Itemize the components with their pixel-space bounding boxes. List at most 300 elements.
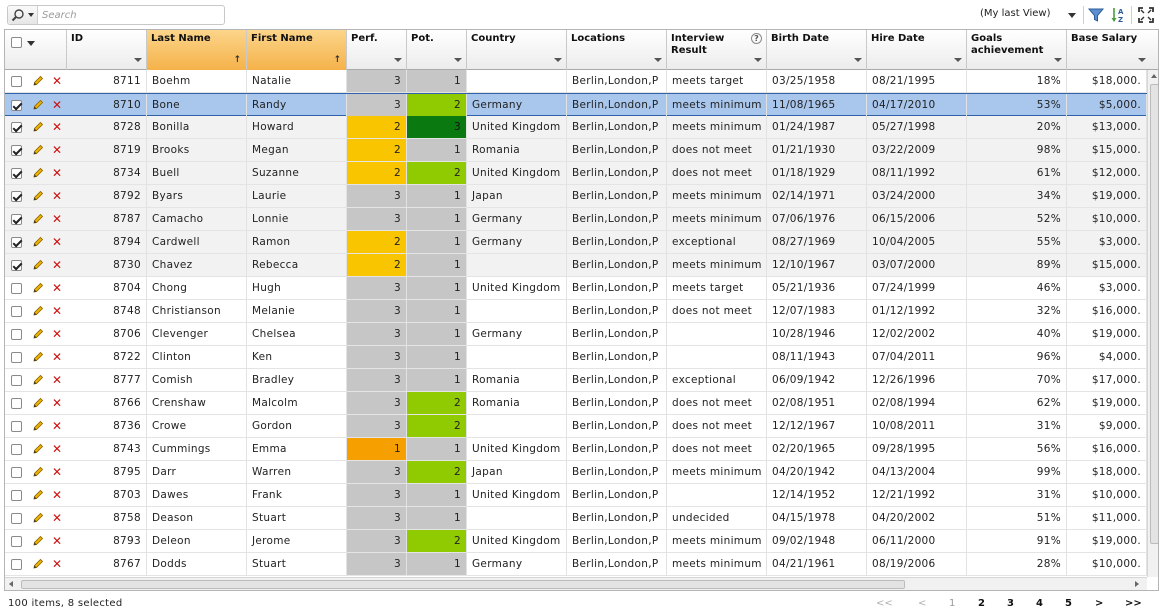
- pager-prev-button[interactable]: <: [918, 598, 927, 609]
- edit-icon[interactable]: [32, 512, 44, 524]
- row-checkbox[interactable]: [11, 513, 22, 524]
- cell-goals: 32%: [967, 300, 1067, 322]
- search-input[interactable]: [40, 7, 220, 23]
- cell-country: Germany: [467, 94, 567, 116]
- cell-perf: 1: [347, 438, 407, 460]
- cell-first-name: Suzanne: [247, 162, 347, 184]
- vertical-scrollbar[interactable]: [1147, 70, 1159, 577]
- cell-interview-result: [667, 484, 767, 506]
- edit-icon[interactable]: [32, 420, 44, 432]
- cell-id: 8719: [67, 139, 147, 161]
- cell-birth-date: 04/21/1961: [767, 553, 867, 575]
- cell-locations: Berlin,London,P: [567, 415, 667, 437]
- cell-base-salary: $15,000.: [1067, 254, 1147, 276]
- cell-hire-date: 07/04/2011: [867, 346, 967, 368]
- cell-goals: 55%: [967, 231, 1067, 253]
- column-header-label: Hire Date: [871, 33, 925, 44]
- scroll-right-icon[interactable]: [1135, 581, 1139, 587]
- cell-country: Romania: [467, 139, 567, 161]
- pager-page-5[interactable]: 5: [1065, 598, 1072, 609]
- cell-country: Germany: [467, 553, 567, 575]
- row-checkbox[interactable]: [11, 100, 22, 111]
- cell-goals: 34%: [967, 185, 1067, 207]
- delete-icon[interactable]: ✕: [52, 534, 63, 548]
- chevron-down-icon[interactable]: [854, 58, 862, 62]
- table-row[interactable]: [5, 139, 1147, 162]
- cell-base-salary: $18,000.: [1067, 70, 1147, 92]
- cell-goals: 89%: [967, 254, 1067, 276]
- cell-perf: 3: [347, 369, 407, 391]
- cell-perf: 3: [347, 185, 407, 207]
- cell-birth-date: 12/12/1967: [767, 415, 867, 437]
- horizontal-scroll-thumb[interactable]: [21, 580, 905, 589]
- row-checkbox[interactable]: [11, 306, 22, 317]
- cell-hire-date: 03/24/2000: [867, 185, 967, 207]
- filter-button[interactable]: [1087, 6, 1105, 24]
- cell-first-name: Laurie: [247, 185, 347, 207]
- edit-icon[interactable]: [32, 282, 44, 294]
- cell-last-name: Dodds: [147, 553, 247, 575]
- cell-last-name: Clevenger: [147, 323, 247, 345]
- cell-birth-date: 12/07/1983: [767, 300, 867, 322]
- delete-icon[interactable]: ✕: [52, 74, 63, 88]
- cell-pot: 2: [407, 530, 467, 552]
- search-options-button[interactable]: [8, 6, 38, 24]
- cell-goals: 91%: [967, 530, 1067, 552]
- cell-id: 8758: [67, 507, 147, 529]
- cell-goals: 18%: [967, 70, 1067, 92]
- edit-icon[interactable]: [32, 351, 44, 363]
- cell-country: Germany: [467, 208, 567, 230]
- cell-perf: 3: [347, 323, 407, 345]
- cell-country: Germany: [467, 323, 567, 345]
- row-checkbox[interactable]: [11, 260, 22, 271]
- chevron-down-icon[interactable]: [454, 58, 462, 62]
- edit-icon[interactable]: [32, 489, 44, 501]
- edit-icon[interactable]: [32, 443, 44, 455]
- cell-base-salary: $10,000.: [1067, 208, 1147, 230]
- cell-locations: Berlin,London,P: [567, 346, 667, 368]
- cell-birth-date: 03/25/1958: [767, 70, 867, 92]
- cell-pot: 1: [407, 438, 467, 460]
- cell-birth-date: 04/20/1942: [767, 461, 867, 483]
- cell-last-name: Boehm: [147, 70, 247, 92]
- column-header-locations[interactable]: [567, 30, 667, 70]
- table-row[interactable]: [5, 392, 1147, 415]
- row-checkbox[interactable]: [11, 398, 22, 409]
- cell-locations: Berlin,London,P: [567, 162, 667, 184]
- cell-first-name: Melanie: [247, 300, 347, 322]
- column-header-hire-date[interactable]: [867, 30, 967, 70]
- cell-perf: 2: [347, 162, 407, 184]
- cell-interview-result: meets minimum: [667, 461, 767, 483]
- cell-base-salary: $4,000.: [1067, 346, 1147, 368]
- fullscreen-icon: [1137, 6, 1155, 24]
- delete-icon[interactable]: ✕: [52, 258, 63, 272]
- table-row[interactable]: [5, 346, 1147, 369]
- table-row[interactable]: [5, 369, 1147, 392]
- edit-icon[interactable]: [32, 259, 44, 271]
- data-grid: [4, 29, 1159, 591]
- chevron-down-icon[interactable]: [754, 58, 762, 62]
- table-row[interactable]: [5, 231, 1147, 254]
- cell-pot: 1: [407, 369, 467, 391]
- column-header-label: Goals: [971, 33, 1003, 44]
- cell-pot: 1: [407, 300, 467, 322]
- table-row[interactable]: [5, 208, 1147, 231]
- cell-first-name: Ramon: [247, 231, 347, 253]
- delete-icon[interactable]: ✕: [52, 212, 63, 226]
- help-icon[interactable]: ?: [751, 33, 762, 44]
- table-row[interactable]: [5, 277, 1147, 300]
- cell-interview-result: meets minimum: [667, 94, 767, 116]
- cell-first-name: Howard: [247, 116, 347, 138]
- toolbar-separator: [1083, 6, 1084, 24]
- chevron-down-icon[interactable]: [954, 58, 962, 62]
- cell-interview-result: meets minimum: [667, 254, 767, 276]
- edit-icon[interactable]: [32, 558, 44, 570]
- cell-pot: 2: [407, 162, 467, 184]
- column-header-interview-result[interactable]: [667, 30, 767, 70]
- cell-base-salary: $17,000.: [1067, 369, 1147, 391]
- edit-icon[interactable]: [32, 190, 44, 202]
- column-header-last-name[interactable]: [147, 30, 247, 70]
- cell-perf: 3: [347, 530, 407, 552]
- delete-icon[interactable]: ✕: [52, 327, 63, 341]
- pager-first-button[interactable]: <<: [876, 598, 893, 609]
- cell-last-name: Deleon: [147, 530, 247, 552]
- row-checkbox[interactable]: [11, 191, 22, 202]
- cell-base-salary: $19,000.: [1067, 323, 1147, 345]
- row-checkbox[interactable]: [11, 444, 22, 455]
- cell-goals: 40%: [967, 323, 1067, 345]
- cell-first-name: Natalie: [247, 70, 347, 92]
- cell-interview-result: meets minimum: [667, 208, 767, 230]
- table-row[interactable]: [5, 415, 1147, 438]
- delete-icon[interactable]: ✕: [52, 166, 63, 180]
- pager-page-4[interactable]: 4: [1036, 598, 1043, 609]
- vertical-scroll-thumb[interactable]: [1150, 84, 1159, 544]
- table-row[interactable]: [5, 461, 1147, 484]
- column-header-label: Last Name: [151, 33, 211, 44]
- edit-icon[interactable]: [32, 213, 44, 225]
- column-header-id[interactable]: [67, 30, 147, 70]
- cell-birth-date: 01/21/1930: [767, 139, 867, 161]
- table-row[interactable]: [5, 162, 1147, 185]
- cell-first-name: Randy: [247, 94, 347, 116]
- row-checkbox[interactable]: [11, 237, 22, 248]
- delete-icon[interactable]: ✕: [52, 511, 63, 525]
- row-checkbox[interactable]: [11, 145, 22, 156]
- column-header-first-name[interactable]: [247, 30, 347, 70]
- pager-next-button[interactable]: >: [1095, 598, 1104, 609]
- cell-interview-result: meets minimum: [667, 553, 767, 575]
- cell-interview-result: [667, 323, 767, 345]
- edit-icon[interactable]: [32, 167, 44, 179]
- cell-hire-date: 04/17/2010: [867, 94, 967, 116]
- cell-last-name: Clinton: [147, 346, 247, 368]
- table-row[interactable]: [5, 70, 1147, 93]
- cell-birth-date: 05/21/1936: [767, 277, 867, 299]
- table-row[interactable]: [5, 300, 1147, 323]
- delete-icon[interactable]: ✕: [52, 98, 63, 112]
- cell-hire-date: 07/24/1999: [867, 277, 967, 299]
- table-row[interactable]: [5, 530, 1147, 553]
- select-all-checkbox[interactable]: [11, 37, 22, 48]
- table-row[interactable]: [5, 116, 1147, 139]
- cell-id: 8777: [67, 369, 147, 391]
- cell-goals: 61%: [967, 162, 1067, 184]
- cell-base-salary: $10,000.: [1067, 484, 1147, 506]
- cell-perf: 2: [347, 116, 407, 138]
- column-header-label: Locations: [571, 33, 626, 44]
- row-checkbox[interactable]: [11, 421, 22, 432]
- cell-base-salary: $9,000.: [1067, 415, 1147, 437]
- cell-locations: Berlin,London,P: [567, 323, 667, 345]
- cell-interview-result: does not meet: [667, 139, 767, 161]
- cell-birth-date: 01/24/1987: [767, 116, 867, 138]
- cell-country: United Kingdom: [467, 484, 567, 506]
- cell-base-salary: $3,000.: [1067, 277, 1147, 299]
- view-selector[interactable]: [976, 7, 1080, 23]
- cell-interview-result: does not meet: [667, 438, 767, 460]
- cell-country: United Kingdom: [467, 162, 567, 184]
- chevron-down-icon[interactable]: [1054, 58, 1062, 62]
- cell-first-name: Lonnie: [247, 208, 347, 230]
- cell-last-name: Buell: [147, 162, 247, 184]
- toolbar-separator: [1131, 6, 1132, 24]
- column-header-country[interactable]: [467, 30, 567, 70]
- cell-perf: 3: [347, 208, 407, 230]
- cell-perf: 3: [347, 277, 407, 299]
- cell-first-name: Rebecca: [247, 254, 347, 276]
- delete-icon[interactable]: ✕: [52, 396, 63, 410]
- svg-text:Z: Z: [1118, 16, 1124, 24]
- cell-goals: 52%: [967, 208, 1067, 230]
- row-checkbox[interactable]: [11, 214, 22, 225]
- cell-goals: 46%: [967, 277, 1067, 299]
- cell-first-name: Ken: [247, 346, 347, 368]
- column-header-label: Base Salary: [1071, 33, 1138, 44]
- delete-icon[interactable]: ✕: [52, 304, 63, 318]
- table-row[interactable]: [5, 93, 1147, 116]
- cell-id: 8722: [67, 346, 147, 368]
- cell-base-salary: $5,000.: [1067, 94, 1147, 116]
- table-row[interactable]: [5, 553, 1147, 576]
- fullscreen-button[interactable]: [1137, 6, 1155, 24]
- edit-icon[interactable]: [32, 466, 44, 478]
- column-header-perf[interactable]: [347, 30, 407, 70]
- cell-id: 8704: [67, 277, 147, 299]
- cell-country: [467, 415, 567, 437]
- cell-base-salary: $16,000.: [1067, 300, 1147, 322]
- cell-last-name: Comish: [147, 369, 247, 391]
- cell-last-name: Deason: [147, 507, 247, 529]
- edit-icon[interactable]: [32, 305, 44, 317]
- cell-id: 8728: [67, 116, 147, 138]
- column-header-label: Birth Date: [771, 33, 829, 44]
- scroll-left-icon[interactable]: [9, 581, 13, 587]
- delete-icon[interactable]: ✕: [52, 373, 63, 387]
- cell-perf: 3: [347, 94, 407, 116]
- row-checkbox[interactable]: [11, 168, 22, 179]
- delete-icon[interactable]: ✕: [52, 557, 63, 571]
- select-all-column-header[interactable]: [5, 30, 67, 70]
- column-header-label: Interview: [671, 33, 725, 44]
- cell-pot: 1: [407, 507, 467, 529]
- scroll-up-icon[interactable]: [1151, 74, 1157, 78]
- cell-country: United Kingdom: [467, 438, 567, 460]
- cell-locations: Berlin,London,P: [567, 208, 667, 230]
- edit-icon[interactable]: [32, 397, 44, 409]
- cell-last-name: Cummings: [147, 438, 247, 460]
- cell-pot: 2: [407, 392, 467, 414]
- delete-icon[interactable]: ✕: [52, 235, 63, 249]
- cell-hire-date: 02/08/1994: [867, 392, 967, 414]
- chevron-down-icon[interactable]: [1138, 58, 1146, 62]
- cell-locations: Berlin,London,P: [567, 254, 667, 276]
- cell-country: [467, 254, 567, 276]
- cell-last-name: Camacho: [147, 208, 247, 230]
- edit-icon[interactable]: [32, 99, 44, 111]
- cell-pot: 2: [407, 461, 467, 483]
- edit-icon[interactable]: [32, 374, 44, 386]
- svg-text:A: A: [1118, 8, 1124, 16]
- edit-icon[interactable]: [32, 236, 44, 248]
- cell-pot: 3: [407, 116, 467, 138]
- cell-base-salary: $12,000.: [1067, 162, 1147, 184]
- row-checkbox[interactable]: [11, 536, 22, 547]
- cell-hire-date: 06/11/2000: [867, 530, 967, 552]
- table-row[interactable]: [5, 438, 1147, 461]
- cell-birth-date: 02/08/1951: [767, 392, 867, 414]
- cell-pot: 1: [407, 553, 467, 575]
- row-checkbox[interactable]: [11, 490, 22, 501]
- row-checkbox[interactable]: [11, 352, 22, 363]
- cell-hire-date: 04/20/2002: [867, 507, 967, 529]
- row-checkbox[interactable]: [11, 375, 22, 386]
- edit-icon[interactable]: [32, 144, 44, 156]
- chevron-down-icon[interactable]: [394, 58, 402, 62]
- chevron-down-icon[interactable]: [654, 58, 662, 62]
- delete-icon[interactable]: ✕: [52, 281, 63, 295]
- table-row[interactable]: [5, 254, 1147, 277]
- chevron-down-icon[interactable]: [134, 58, 142, 62]
- edit-icon[interactable]: [32, 121, 44, 133]
- cell-perf: 2: [347, 139, 407, 161]
- cell-base-salary: $16,000.: [1067, 438, 1147, 460]
- delete-icon[interactable]: ✕: [52, 350, 63, 364]
- table-row[interactable]: [5, 323, 1147, 346]
- cell-birth-date: 01/18/1929: [767, 162, 867, 184]
- pager-page-1[interactable]: 1: [949, 598, 956, 609]
- pager-last-button[interactable]: >>: [1125, 598, 1142, 609]
- row-checkbox[interactable]: [11, 467, 22, 478]
- table-row[interactable]: [5, 507, 1147, 530]
- cell-birth-date: 12/14/1952: [767, 484, 867, 506]
- row-checkbox[interactable]: [11, 122, 22, 133]
- edit-icon[interactable]: [32, 535, 44, 547]
- row-checkbox[interactable]: [11, 559, 22, 570]
- cell-perf: 3: [347, 553, 407, 575]
- table-row[interactable]: [5, 185, 1147, 208]
- delete-icon[interactable]: ✕: [52, 488, 63, 502]
- delete-icon[interactable]: ✕: [52, 143, 63, 157]
- cell-locations: Berlin,London,P: [567, 530, 667, 552]
- cell-base-salary: $10,000.: [1067, 553, 1147, 575]
- cell-first-name: Hugh: [247, 277, 347, 299]
- cell-interview-result: exceptional: [667, 369, 767, 391]
- cell-last-name: Crenshaw: [147, 392, 247, 414]
- column-header-base-salary[interactable]: [1067, 30, 1159, 70]
- column-header-label: achievement: [971, 45, 1044, 56]
- chevron-down-icon: [1068, 13, 1076, 18]
- delete-icon[interactable]: ✕: [52, 189, 63, 203]
- delete-icon[interactable]: ✕: [52, 465, 63, 479]
- cell-pot: 1: [407, 70, 467, 92]
- edit-icon[interactable]: [32, 328, 44, 340]
- cell-goals: 28%: [967, 553, 1067, 575]
- row-checkbox[interactable]: [11, 283, 22, 294]
- cell-birth-date: 10/28/1946: [767, 323, 867, 345]
- cell-pot: 1: [407, 139, 467, 161]
- cell-perf: 3: [347, 415, 407, 437]
- row-checkbox[interactable]: [11, 76, 22, 87]
- row-checkbox[interactable]: [11, 329, 22, 340]
- cell-id: 8711: [67, 70, 147, 92]
- delete-icon[interactable]: ✕: [52, 120, 63, 134]
- cell-locations: Berlin,London,P: [567, 116, 667, 138]
- delete-icon[interactable]: ✕: [52, 442, 63, 456]
- column-header-pot[interactable]: [407, 30, 467, 70]
- delete-icon[interactable]: ✕: [52, 419, 63, 433]
- cell-hire-date: 08/19/2006: [867, 553, 967, 575]
- column-header-label: ID: [71, 33, 84, 44]
- cell-birth-date: 06/09/1942: [767, 369, 867, 391]
- cell-id: 8706: [67, 323, 147, 345]
- cell-first-name: Chelsea: [247, 323, 347, 345]
- cell-country: [467, 346, 567, 368]
- pager-page-2[interactable]: 2: [978, 598, 985, 609]
- cell-pot: 1: [407, 484, 467, 506]
- column-header-birth-date[interactable]: [767, 30, 867, 70]
- horizontal-scrollbar[interactable]: [5, 577, 1147, 591]
- cell-base-salary: $19,000.: [1067, 392, 1147, 414]
- cell-last-name: Chavez: [147, 254, 247, 276]
- cell-hire-date: 09/28/1995: [867, 438, 967, 460]
- cell-perf: 3: [347, 70, 407, 92]
- cell-interview-result: does not meet: [667, 415, 767, 437]
- cell-perf: 3: [347, 300, 407, 322]
- search-box: [7, 5, 225, 25]
- chevron-down-icon: [27, 41, 35, 46]
- column-header-goals-achievement[interactable]: [967, 30, 1067, 70]
- cell-goals: 98%: [967, 139, 1067, 161]
- cell-hire-date: 06/15/2006: [867, 208, 967, 230]
- sort-az-button[interactable]: [1110, 6, 1128, 24]
- cell-birth-date: 11/08/1965: [767, 94, 867, 116]
- cell-hire-date: 03/22/2009: [867, 139, 967, 161]
- table-row[interactable]: [5, 484, 1147, 507]
- pager-page-3[interactable]: 3: [1007, 598, 1014, 609]
- cell-birth-date: 08/11/1943: [767, 346, 867, 368]
- cell-id: 8734: [67, 162, 147, 184]
- chevron-down-icon[interactable]: [554, 58, 562, 62]
- cell-last-name: Cardwell: [147, 231, 247, 253]
- cell-last-name: Dawes: [147, 484, 247, 506]
- edit-icon[interactable]: [32, 75, 44, 87]
- cell-locations: Berlin,London,P: [567, 231, 667, 253]
